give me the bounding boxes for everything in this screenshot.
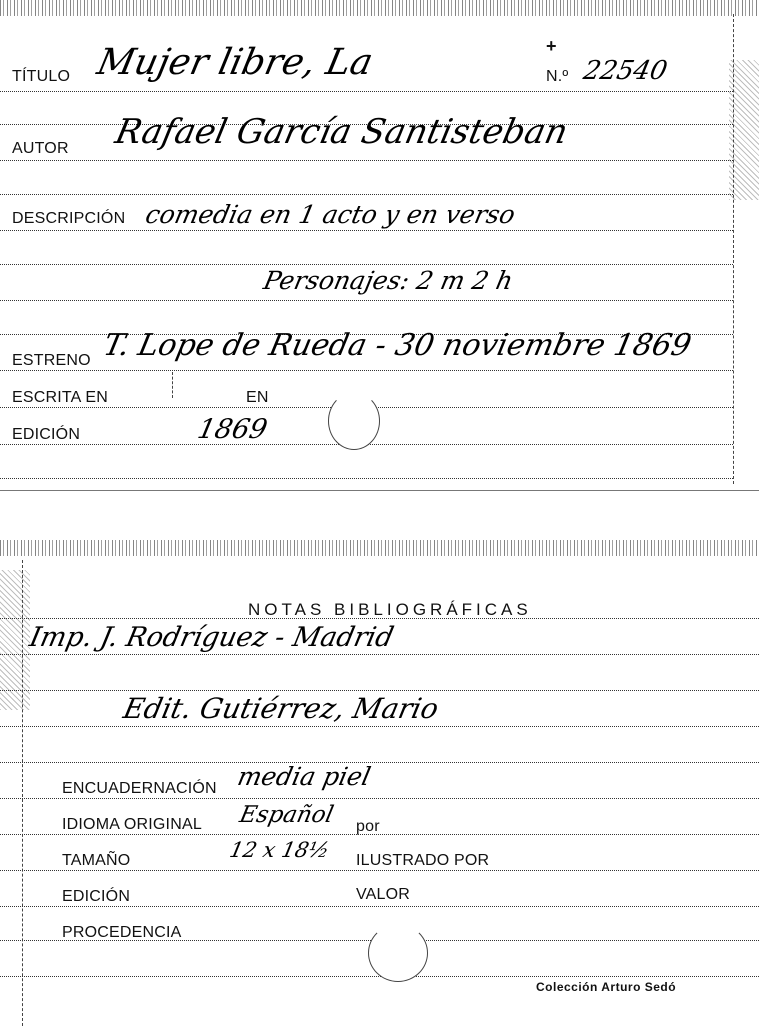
rule-edicion (0, 906, 759, 907)
rule-note-2 (0, 726, 759, 727)
tamano-value: 12 x 18½ (227, 838, 332, 862)
edicion-value: 1869 (194, 414, 271, 445)
rule-personajes (0, 300, 733, 301)
ilustrado-label: ILUSTRADO POR (356, 852, 490, 869)
note-imprenta: Imp. J. Rodríguez - Madrid (26, 622, 397, 653)
rule-3 (0, 264, 733, 265)
card-right-border (733, 14, 734, 484)
card-side-speckle (0, 570, 30, 710)
collection-footer: Colección Arturo Sedó (536, 980, 677, 994)
titulo-value: Mujer libre, La (93, 42, 377, 83)
autor-value: Rafael García Santisteban (111, 112, 572, 152)
tamano-label: TAMAÑO (62, 852, 131, 869)
numero-value: 22540 (580, 56, 670, 86)
rule-encuadernacion (0, 798, 759, 799)
rule-tamano (0, 870, 759, 871)
encuadernacion-label: ENCUADERNACIÓN (62, 780, 217, 797)
rule-2 (0, 762, 759, 763)
notas-heading: NOTAS BIBLIOGRÁFICAS (248, 600, 532, 619)
encuadernacion-value: media piel (234, 762, 374, 791)
rule-1 (0, 690, 759, 691)
escrita-en-label: ESCRITA EN (12, 389, 108, 406)
cross-mark: + (546, 36, 557, 56)
escrita-divider (172, 372, 173, 398)
rule-note-1 (0, 654, 759, 655)
descripcion-value: comedia en 1 acto y en verso (142, 200, 518, 229)
por-label: por (356, 818, 380, 835)
rule-2 (0, 194, 733, 195)
estreno-value: T. Lope de Rueda - 30 noviembre 1869 (100, 328, 695, 363)
card-top-edge-speckle (0, 0, 759, 16)
numero-label: N.º (546, 68, 569, 85)
estreno-label: ESTRENO (12, 352, 91, 369)
rule-autor (0, 160, 733, 161)
punch-hole (328, 392, 380, 450)
personajes-value: Personajes: 2 m 2 h (260, 266, 516, 295)
valor-label: VALOR (356, 886, 411, 903)
card-bottom-edge (0, 490, 759, 491)
rule-descripcion (0, 230, 733, 231)
note-editor: Edit. Gutiérrez, Mario (120, 692, 442, 725)
top-catalog-card (0, 0, 759, 492)
edicion-label: EDICIÓN (62, 888, 131, 905)
procedencia-label: PROCEDENCIA (62, 924, 182, 941)
rule-titulo (0, 91, 733, 92)
rule-heading (0, 618, 759, 619)
card-left-border (22, 560, 23, 1026)
idioma-label: IDIOMA ORIGINAL (62, 816, 202, 833)
en-label: EN (246, 389, 269, 406)
rule-5 (0, 478, 733, 479)
card-top-edge-speckle (0, 540, 759, 556)
descripcion-label: DESCRIPCIÓN (12, 210, 126, 227)
titulo-label: TÍTULO (12, 68, 71, 85)
rule-estreno (0, 370, 733, 371)
punch-hole (368, 924, 428, 982)
idioma-value: Español (237, 802, 336, 828)
bottom-catalog-card (0, 540, 759, 1028)
edicion-label: EDICIÓN (12, 426, 81, 443)
autor-label: AUTOR (12, 140, 69, 157)
